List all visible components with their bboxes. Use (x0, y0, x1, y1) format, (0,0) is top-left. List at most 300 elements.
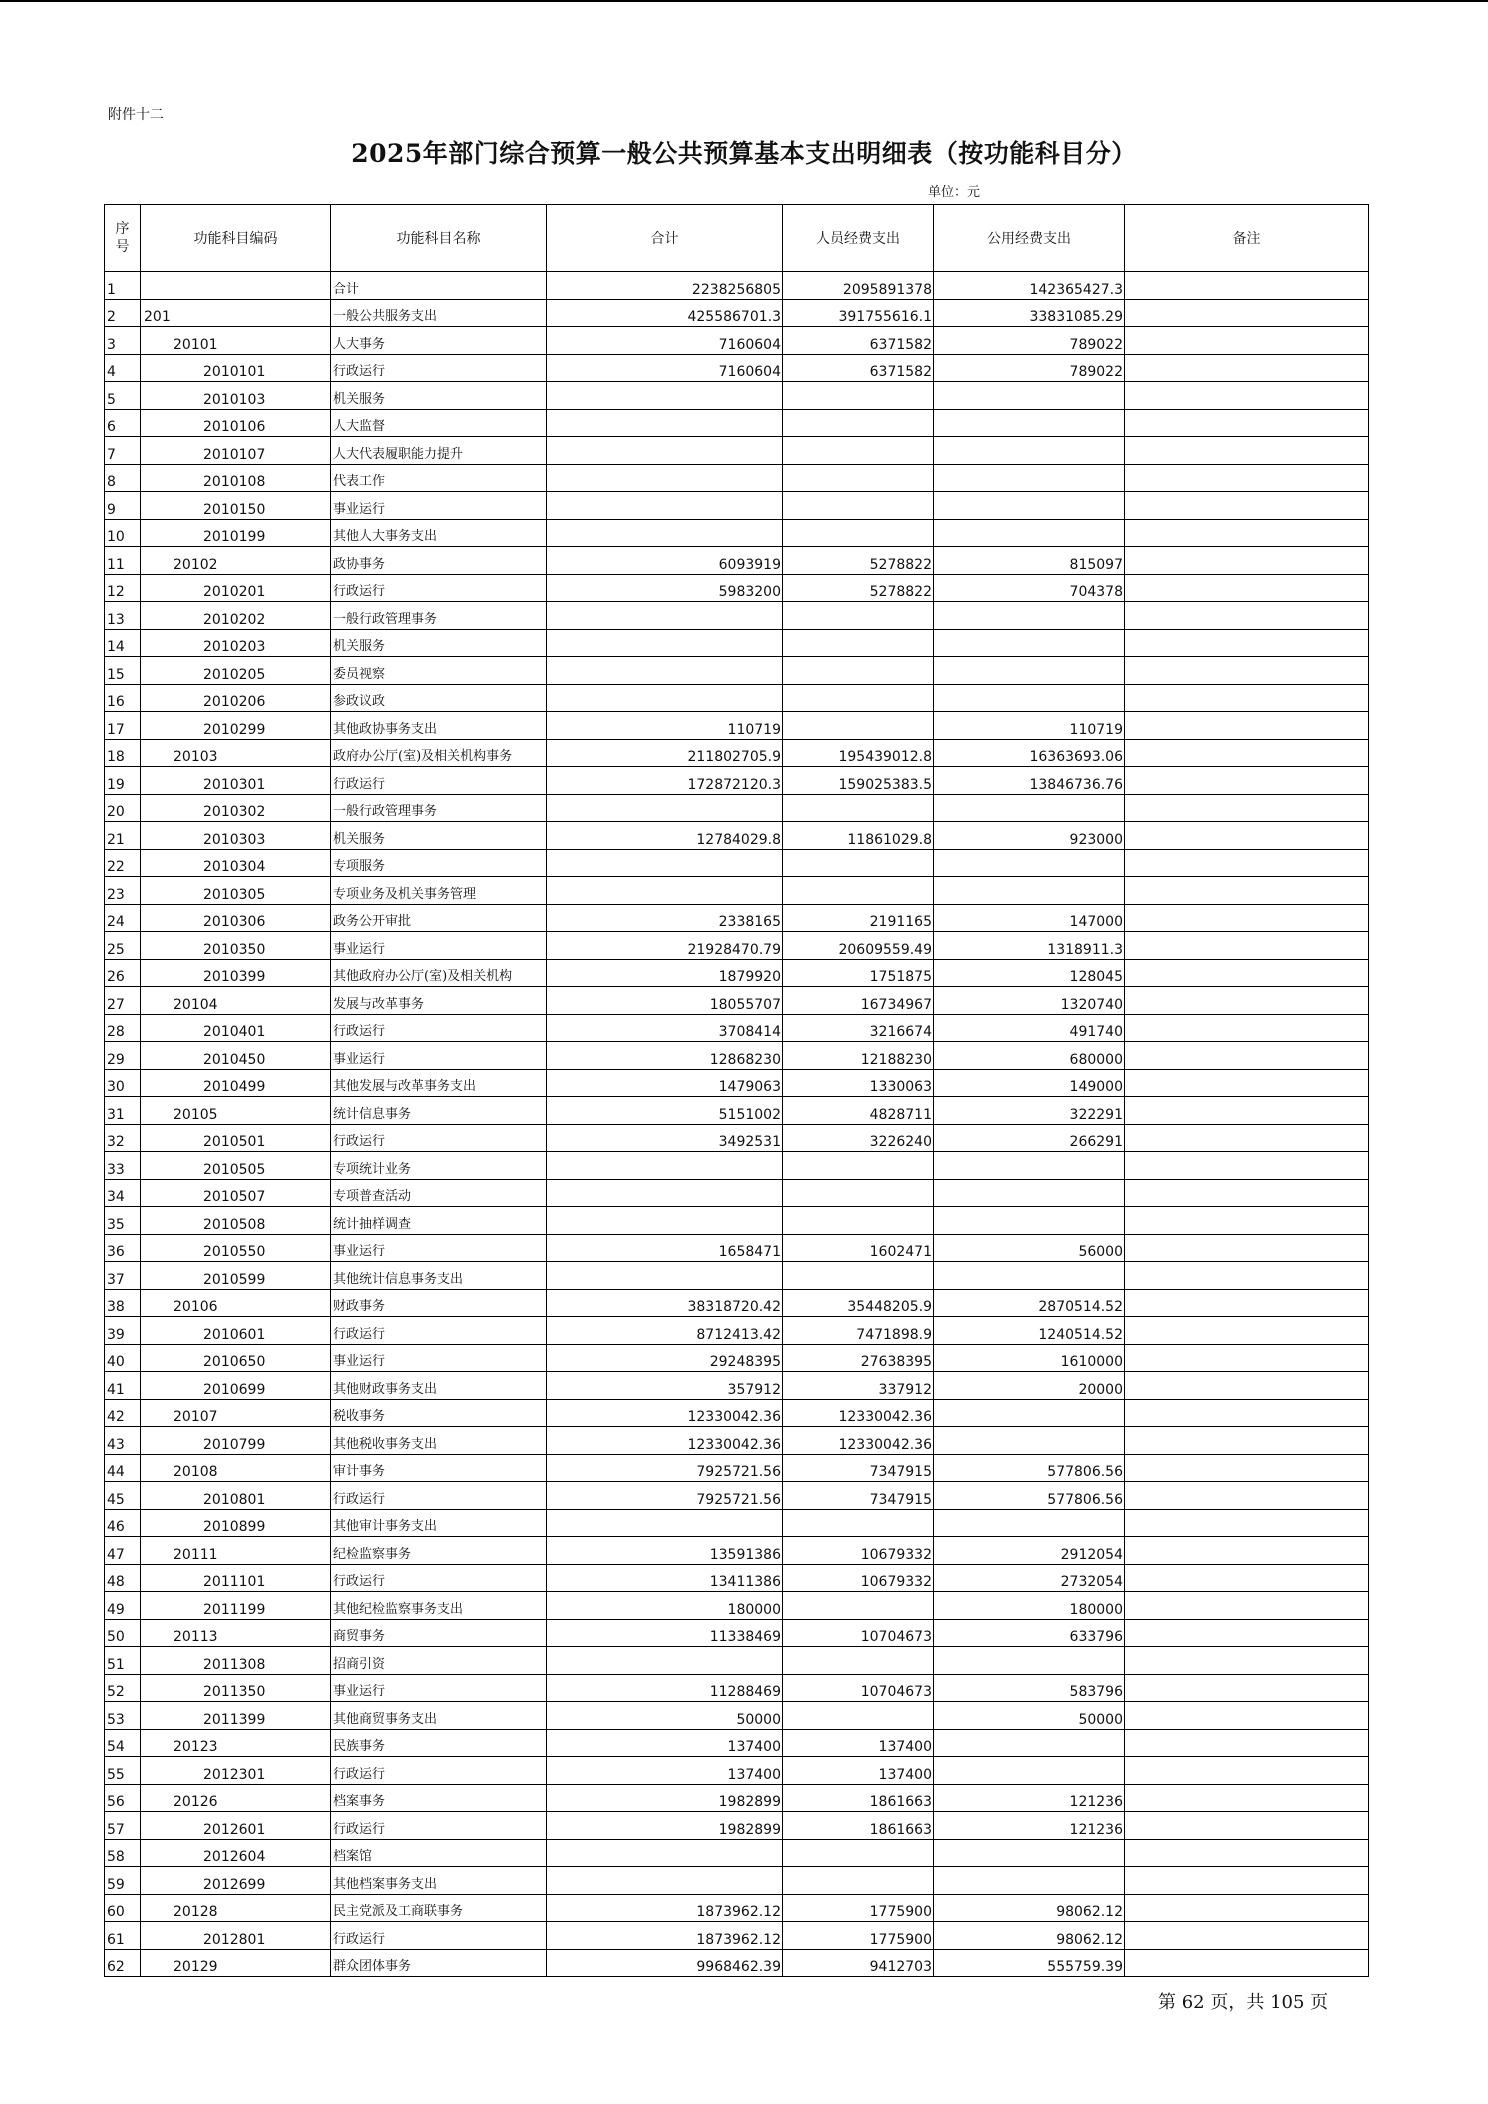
cell-code: 2011399 (141, 1702, 331, 1730)
table-row (105, 1179, 1369, 1207)
cell-personnel (783, 437, 934, 465)
cell-name: 统计抽样调查 (331, 1207, 547, 1235)
cell-remarks (1125, 932, 1369, 960)
cell-remarks (1125, 794, 1369, 822)
table-row (105, 1537, 1369, 1565)
cell-remarks (1125, 767, 1369, 795)
cell-total (547, 492, 783, 520)
cell-name: 政协事务 (331, 547, 547, 575)
cell-personnel: 1602471 (783, 1234, 934, 1262)
table-row (105, 657, 1369, 685)
cell-personnel (783, 464, 934, 492)
cell-name: 政府办公厅(室)及相关机构事务 (331, 739, 547, 767)
cell-public (934, 409, 1125, 437)
cell-public (934, 437, 1125, 465)
cell-name: 其他人大事务支出 (331, 519, 547, 547)
cell-total: 18055707 (547, 987, 783, 1015)
cell-seq: 7 (105, 437, 141, 465)
cell-remarks (1125, 1839, 1369, 1867)
cell-remarks (1125, 574, 1369, 602)
cell-seq: 55 (105, 1757, 141, 1785)
cell-remarks (1125, 1894, 1369, 1922)
cell-public: 923000 (934, 822, 1125, 850)
cell-name: 其他发展与改革事务支出 (331, 1069, 547, 1097)
cell-remarks (1125, 959, 1369, 987)
table-row (105, 1592, 1369, 1620)
cell-total: 2238256805 (547, 272, 783, 300)
cell-public (934, 1399, 1125, 1427)
cell-name: 其他统计信息事务支出 (331, 1262, 547, 1290)
cell-remarks (1125, 519, 1369, 547)
cell-total: 11288469 (547, 1674, 783, 1702)
cell-personnel: 10679332 (783, 1564, 934, 1592)
cell-code: 2010499 (141, 1069, 331, 1097)
cell-personnel (783, 849, 934, 877)
cell-name: 合计 (331, 272, 547, 300)
cell-code: 20126 (141, 1784, 331, 1812)
cell-personnel: 3226240 (783, 1124, 934, 1152)
table-row (105, 1812, 1369, 1840)
cell-remarks (1125, 1179, 1369, 1207)
cell-code: 2010899 (141, 1509, 331, 1537)
cell-personnel: 10704673 (783, 1674, 934, 1702)
cell-personnel (783, 602, 934, 630)
cell-public (934, 1179, 1125, 1207)
table-row (105, 1317, 1369, 1345)
cell-code: 2012604 (141, 1839, 331, 1867)
cell-public: 142365427.3 (934, 272, 1125, 300)
cell-public: 56000 (934, 1234, 1125, 1262)
cell-total (547, 602, 783, 630)
cell-total: 13411386 (547, 1564, 783, 1592)
cell-seq: 53 (105, 1702, 141, 1730)
page-footer: 第 62 页，共 105 页 (1158, 1992, 1329, 2013)
cell-seq: 26 (105, 959, 141, 987)
table-row (105, 602, 1369, 630)
cell-remarks (1125, 849, 1369, 877)
cell-personnel: 137400 (783, 1757, 934, 1785)
cell-code: 20103 (141, 739, 331, 767)
cell-name: 人大监督 (331, 409, 547, 437)
cell-total: 7925721.56 (547, 1454, 783, 1482)
table-row (105, 1124, 1369, 1152)
cell-seq: 62 (105, 1949, 141, 1977)
top-border-line (0, 0, 1488, 2)
cell-total: 2338165 (547, 904, 783, 932)
cell-remarks (1125, 272, 1369, 300)
cell-seq: 50 (105, 1619, 141, 1647)
cell-code: 20105 (141, 1097, 331, 1125)
cell-personnel (783, 877, 934, 905)
table-row (105, 492, 1369, 520)
cell-seq: 43 (105, 1427, 141, 1455)
table-row (105, 904, 1369, 932)
table-row (105, 1427, 1369, 1455)
cell-code: 2010501 (141, 1124, 331, 1152)
cell-total: 3492531 (547, 1124, 783, 1152)
cell-name: 一般公共服务支出 (331, 299, 547, 327)
cell-public: 2912054 (934, 1537, 1125, 1565)
cell-total (547, 684, 783, 712)
cell-total (547, 409, 783, 437)
cell-total (547, 1867, 783, 1895)
cell-personnel: 12330042.36 (783, 1399, 934, 1427)
cell-total (547, 1509, 783, 1537)
cell-name: 审计事务 (331, 1454, 547, 1482)
cell-code: 20104 (141, 987, 331, 1015)
cell-total: 21928470.79 (547, 932, 783, 960)
cell-name: 行政运行 (331, 574, 547, 602)
table-row (105, 684, 1369, 712)
cell-remarks (1125, 1922, 1369, 1950)
cell-seq: 27 (105, 987, 141, 1015)
cell-personnel (783, 1647, 934, 1675)
cell-name: 统计信息事务 (331, 1097, 547, 1125)
cell-code: 2010106 (141, 409, 331, 437)
cell-total: 180000 (547, 1592, 783, 1620)
cell-remarks (1125, 1124, 1369, 1152)
cell-seq: 37 (105, 1262, 141, 1290)
table-row (105, 1454, 1369, 1482)
unit-label: 单位：元 (928, 185, 981, 200)
cell-total: 211802705.9 (547, 739, 783, 767)
cell-personnel: 159025383.5 (783, 767, 934, 795)
cell-code: 2010303 (141, 822, 331, 850)
cell-personnel: 12330042.36 (783, 1427, 934, 1455)
cell-code: 2011308 (141, 1647, 331, 1675)
cell-seq: 15 (105, 657, 141, 685)
cell-personnel (783, 1592, 934, 1620)
cell-seq: 38 (105, 1289, 141, 1317)
cell-code: 20107 (141, 1399, 331, 1427)
cell-code: 2010302 (141, 794, 331, 822)
cell-name: 行政运行 (331, 1564, 547, 1592)
cell-personnel: 1330063 (783, 1069, 934, 1097)
cell-code: 2010601 (141, 1317, 331, 1345)
cell-code: 2010550 (141, 1234, 331, 1262)
cell-personnel: 4828711 (783, 1097, 934, 1125)
cell-seq: 22 (105, 849, 141, 877)
cell-seq: 45 (105, 1482, 141, 1510)
cell-name: 行政运行 (331, 1317, 547, 1345)
cell-name: 代表工作 (331, 464, 547, 492)
table-row (105, 272, 1369, 300)
cell-name: 行政运行 (331, 354, 547, 382)
cell-name: 一般行政管理事务 (331, 602, 547, 630)
cell-total (547, 464, 783, 492)
table-row (105, 822, 1369, 850)
cell-name: 招商引资 (331, 1647, 547, 1675)
cell-public (934, 464, 1125, 492)
cell-remarks (1125, 1949, 1369, 1977)
cell-total: 137400 (547, 1729, 783, 1757)
cell-total: 13591386 (547, 1537, 783, 1565)
table-row (105, 1867, 1369, 1895)
table-row (105, 1619, 1369, 1647)
cell-total (547, 657, 783, 685)
cell-name: 其他审计事务支出 (331, 1509, 547, 1537)
cell-name: 其他纪检监察事务支出 (331, 1592, 547, 1620)
cell-remarks (1125, 464, 1369, 492)
cell-personnel: 27638395 (783, 1344, 934, 1372)
cell-name: 民主党派及工商联事务 (331, 1894, 547, 1922)
cell-personnel: 10704673 (783, 1619, 934, 1647)
cell-public (934, 519, 1125, 547)
cell-name: 机关服务 (331, 822, 547, 850)
table-row (105, 877, 1369, 905)
cell-remarks (1125, 629, 1369, 657)
cell-personnel (783, 1867, 934, 1895)
cell-seq: 23 (105, 877, 141, 905)
cell-code: 20129 (141, 1949, 331, 1977)
cell-seq: 25 (105, 932, 141, 960)
cell-remarks (1125, 1344, 1369, 1372)
cell-code: 20102 (141, 547, 331, 575)
table-row (105, 1564, 1369, 1592)
header-row (105, 205, 1369, 272)
cell-name: 专项统计业务 (331, 1152, 547, 1180)
cell-public (934, 629, 1125, 657)
cell-personnel (783, 657, 934, 685)
cell-name: 事业运行 (331, 932, 547, 960)
cell-personnel: 2191165 (783, 904, 934, 932)
cell-remarks (1125, 1454, 1369, 1482)
cell-personnel (783, 1262, 934, 1290)
cell-total: 357912 (547, 1372, 783, 1400)
cell-seq: 28 (105, 1014, 141, 1042)
cell-code (141, 272, 331, 300)
cell-remarks (1125, 1647, 1369, 1675)
cell-remarks (1125, 1097, 1369, 1125)
cell-personnel: 16734967 (783, 987, 934, 1015)
cell-seq: 3 (105, 327, 141, 355)
cell-seq: 17 (105, 712, 141, 740)
cell-remarks (1125, 409, 1369, 437)
table-row (105, 849, 1369, 877)
cell-name: 行政运行 (331, 1124, 547, 1152)
cell-name: 事业运行 (331, 1674, 547, 1702)
cell-remarks (1125, 1564, 1369, 1592)
cell-total: 11338469 (547, 1619, 783, 1647)
table-row (105, 409, 1369, 437)
cell-public (934, 382, 1125, 410)
table-row (105, 1949, 1369, 1977)
cell-personnel (783, 629, 934, 657)
cell-code: 20106 (141, 1289, 331, 1317)
cell-personnel: 137400 (783, 1729, 934, 1757)
table-row (105, 1757, 1369, 1785)
table-row (105, 547, 1369, 575)
cell-name: 纪检监察事务 (331, 1537, 547, 1565)
cell-remarks (1125, 712, 1369, 740)
table-row (105, 1482, 1369, 1510)
cell-personnel (783, 519, 934, 547)
cell-name: 事业运行 (331, 1344, 547, 1372)
cell-public: 98062.12 (934, 1894, 1125, 1922)
cell-seq: 36 (105, 1234, 141, 1262)
table-row (105, 1234, 1369, 1262)
cell-seq: 29 (105, 1042, 141, 1070)
cell-remarks (1125, 1289, 1369, 1317)
cell-name: 机关服务 (331, 382, 547, 410)
cell-personnel (783, 382, 934, 410)
cell-total: 1879920 (547, 959, 783, 987)
cell-name: 群众团体事务 (331, 1949, 547, 1977)
cell-seq: 34 (105, 1179, 141, 1207)
cell-code: 2010205 (141, 657, 331, 685)
cell-code: 2010650 (141, 1344, 331, 1372)
cell-public (934, 877, 1125, 905)
cell-total (547, 849, 783, 877)
cell-remarks (1125, 1812, 1369, 1840)
cell-name: 事业运行 (331, 1042, 547, 1070)
cell-code: 2010199 (141, 519, 331, 547)
cell-public: 33831085.29 (934, 299, 1125, 327)
cell-code: 2012699 (141, 1867, 331, 1895)
cell-public (934, 1729, 1125, 1757)
cell-personnel (783, 1702, 934, 1730)
table-row (105, 1729, 1369, 1757)
header-seq-text: 序 号 (115, 221, 130, 255)
cell-seq: 44 (105, 1454, 141, 1482)
cell-seq: 1 (105, 272, 141, 300)
cell-public: 704378 (934, 574, 1125, 602)
cell-public: 110719 (934, 712, 1125, 740)
cell-code: 2010108 (141, 464, 331, 492)
cell-seq: 30 (105, 1069, 141, 1097)
cell-personnel (783, 1207, 934, 1235)
cell-seq: 18 (105, 739, 141, 767)
cell-code: 2010350 (141, 932, 331, 960)
cell-name: 机关服务 (331, 629, 547, 657)
cell-public: 147000 (934, 904, 1125, 932)
cell-personnel: 7347915 (783, 1482, 934, 1510)
cell-total: 7160604 (547, 354, 783, 382)
cell-code: 2010507 (141, 1179, 331, 1207)
cell-personnel: 6371582 (783, 327, 934, 355)
cell-personnel: 1861663 (783, 1812, 934, 1840)
cell-public: 491740 (934, 1014, 1125, 1042)
cell-total (547, 382, 783, 410)
cell-code: 2010508 (141, 1207, 331, 1235)
table-row (105, 1894, 1369, 1922)
cell-total: 50000 (547, 1702, 783, 1730)
cell-name: 税收事务 (331, 1399, 547, 1427)
cell-remarks (1125, 1784, 1369, 1812)
cell-name: 行政运行 (331, 1014, 547, 1042)
cell-personnel (783, 492, 934, 520)
cell-code: 2012301 (141, 1757, 331, 1785)
cell-code: 2010301 (141, 767, 331, 795)
cell-remarks (1125, 547, 1369, 575)
cell-total: 5983200 (547, 574, 783, 602)
header-seq (105, 205, 141, 272)
cell-public: 815097 (934, 547, 1125, 575)
cell-seq: 33 (105, 1152, 141, 1180)
cell-total: 12330042.36 (547, 1399, 783, 1427)
cell-code: 2010101 (141, 354, 331, 382)
cell-personnel: 391755616.1 (783, 299, 934, 327)
table-row (105, 1207, 1369, 1235)
cell-remarks (1125, 1482, 1369, 1510)
cell-seq: 59 (105, 1867, 141, 1895)
cell-seq: 60 (105, 1894, 141, 1922)
cell-public (934, 794, 1125, 822)
cell-code: 20108 (141, 1454, 331, 1482)
cell-name: 人大事务 (331, 327, 547, 355)
cell-code: 20101 (141, 327, 331, 355)
cell-total (547, 629, 783, 657)
cell-personnel (783, 1509, 934, 1537)
cell-seq: 14 (105, 629, 141, 657)
cell-public (934, 1427, 1125, 1455)
cell-public (934, 492, 1125, 520)
table-row (105, 987, 1369, 1015)
cell-seq: 54 (105, 1729, 141, 1757)
cell-name: 参政议政 (331, 684, 547, 712)
cell-total (547, 794, 783, 822)
table-row (105, 1289, 1369, 1317)
cell-personnel (783, 1152, 934, 1180)
cell-public: 121236 (934, 1784, 1125, 1812)
cell-code: 20128 (141, 1894, 331, 1922)
cell-code: 2010505 (141, 1152, 331, 1180)
cell-public: 583796 (934, 1674, 1125, 1702)
table-row (105, 767, 1369, 795)
cell-public (934, 657, 1125, 685)
cell-seq: 52 (105, 1674, 141, 1702)
cell-remarks (1125, 1234, 1369, 1262)
cell-code: 2010206 (141, 684, 331, 712)
cell-name: 人大代表履职能力提升 (331, 437, 547, 465)
cell-name: 行政运行 (331, 1812, 547, 1840)
cell-personnel: 7347915 (783, 1454, 934, 1482)
cell-code: 2010103 (141, 382, 331, 410)
cell-total: 1873962.12 (547, 1922, 783, 1950)
cell-personnel (783, 712, 934, 740)
cell-name: 政务公开审批 (331, 904, 547, 932)
cell-personnel: 12188230 (783, 1042, 934, 1070)
cell-personnel: 337912 (783, 1372, 934, 1400)
table-row (105, 382, 1369, 410)
cell-seq: 31 (105, 1097, 141, 1125)
table-row (105, 327, 1369, 355)
cell-public: 577806.56 (934, 1454, 1125, 1482)
cell-personnel: 195439012.8 (783, 739, 934, 767)
cell-personnel: 3216674 (783, 1014, 934, 1042)
table-row (105, 932, 1369, 960)
cell-remarks (1125, 822, 1369, 850)
budget-table (104, 204, 1369, 1977)
table-header (105, 205, 1369, 272)
cell-public (934, 1152, 1125, 1180)
table-row (105, 629, 1369, 657)
cell-total: 7925721.56 (547, 1482, 783, 1510)
cell-code: 2010201 (141, 574, 331, 602)
table-row (105, 1344, 1369, 1372)
cell-personnel (783, 794, 934, 822)
cell-name: 其他政府办公厅(室)及相关机构 (331, 959, 547, 987)
cell-remarks (1125, 1317, 1369, 1345)
table-row (105, 1509, 1369, 1537)
cell-code: 20111 (141, 1537, 331, 1565)
table-row (105, 1784, 1369, 1812)
cell-code: 2010304 (141, 849, 331, 877)
cell-personnel: 5278822 (783, 547, 934, 575)
cell-code: 2010203 (141, 629, 331, 657)
cell-name: 专项业务及机关事务管理 (331, 877, 547, 905)
cell-code: 2011101 (141, 1564, 331, 1592)
